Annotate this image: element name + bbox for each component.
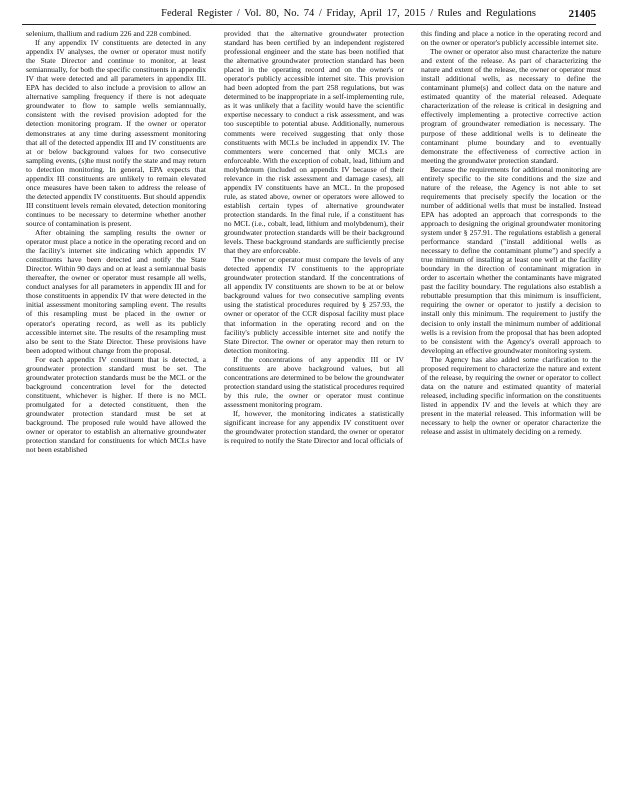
header-rule bbox=[22, 24, 596, 25]
text-column-3 bbox=[421, 29, 601, 436]
text-column-1 bbox=[26, 29, 206, 454]
paragraph: For each appendix IV constituent that is detected, a groundwater protection standard must be set. The groundwater protection standards must be the MCL or the background concentration level for the detected constituent, whichever is higher. If there is no MCL promulgated for a detected constituent, then the groundwater protection standard must be set at background. The proposed rule would have allowed the owner or operator to establish an alternative groundwater protection standard for constituents for which MCLs have not been established bbox=[26, 354, 206, 455]
paragraph: Because the requirements for additional monitoring are entirely specific to the site conditions and the size and nature of the release, the Agency is not able to set requirements that precisely specify the location or the number of additional wells that must be installed. Instead EPA has adopted an approach that corresponds to the approach to designing the original groundwater monitoring system under § 257.91. The regulations establish a general performance standard ("install additional wells as necessary to define the contaminant plume") and specify a true minimum of installing at least one well at the facility boundary in the direction of contaminant migration in order to ascertain whether the contaminants have migrated past the facility boundary. The regulations also establish a rebuttable presumption that this minimum is insufficient, requiring the owner or operator to justify a decision to install only this minimum. The requirement to justify the decision to only install the minimum number of additional wells is a revision from the proposal that has been adopted to be consistent with the Agency's overall approach to developing an effective groundwater monitoring system. bbox=[421, 164, 601, 355]
paragraph: The owner or operator must compare the levels of any detected appendix IV constituents to the appropriate groundwater protection standard. If the concentrations of all appendix IV constituents are shown to be at or below background values for two consecutive sampling events using the statistical procedures required by § 257.93, the owner or operator of the CCR disposal facility must place that information in the operating record and on the facility's publicly accessible internet site and notify the State Director. The owner or operator may then return to detection monitoring. bbox=[224, 255, 404, 355]
paragraph: selenium, thallium and radium 226 and 228 combined. bbox=[26, 29, 191, 38]
running-header-title: Federal Register / Vol. 80, No. 74 / Friday, April 17, 2015 / Rules and Regulations bbox=[161, 8, 536, 19]
page-header bbox=[22, 6, 596, 22]
paragraph: The owner or operator also must characterize the nature and extent of the release. As part of characterizing the nature and extent of the release, the owner or operator must install additional wells, as necessary to define the contaminant plume(s) and collect data on the nature and estimated quantity of the material released. Adequate characterization of the release is critical in designing and effectively implementing a protective corrective action program of groundwater remediation is necessary. The purpose of these additional wells is to delineate the contaminant plume boundary and to eventually demonstrate the effectiveness of corrective action in meeting the groundwater protection standard. bbox=[421, 47, 601, 165]
text-column-2 bbox=[224, 29, 404, 445]
paragraph: provided that the alternative groundwater protection standard has been certified by an independent registered professional engineer and the state has been notified that the alternative groundwater protection standard has been placed in the operating record and on the owner's or operator's publicly accessible internet site. This provision had been adopted from the part 258 regulations, but was determined to be inappropriate in a self-implementing rule, as it was unlikely that a facility would have the scientific expertise necessary to conduct a risk assessment, and was too susceptible to potential abuse. Additionally, numerous comments were received suggesting that only those constituents with MCLs be included in appendix IV. The commenters were concerned that only MCLs are enforceable. With the exception of cobalt, lead, lithium and molybdenum (included on appendix IV because of their relevance in the risk assessment and damage cases), all appendix IV constituents have an MCL. In the proposed rule, as stated above, owner or operators were allowed to establish certain types of alternative groundwater protection standards. In the final rule, if a constituent has no MCL (i.e., cobalt, lead, lithium and molybdenum), their groundwater protection standards will be their background levels. These background standards are sufficiently precise that they are enforceable. bbox=[224, 29, 404, 256]
paragraph: After obtaining the sampling results the owner or operator must place a notice in the operating record and on the facility's internet site indicating which appendix IV constituents have been detected and notify the State Director. Within 90 days and on at least a semiannual basis thereafter, the owner or operator must resample all wells, conduct analyses for all parameters in appendix III and for those constituents in appendix IV that were detected in the initial assessment monitoring sampling event. The results of this resampling must be placed in the owner or operator's operating record, as well as its publicly accessible internet site. The results of the resampling must also be sent to the State Director. These provisions have been adopted without change from the proposal. bbox=[26, 228, 206, 355]
paragraph: this finding and place a notice in the operating record and on the owner or operator's publicly accessible internet site. bbox=[421, 29, 601, 48]
paragraph: If the concentrations of any appendix III or IV constituents are above background values, but all concentrations are determined to be below the groundwater protection standard using the statistical procedures required by this rule, the owner or operator must continue assessment monitoring program. bbox=[224, 354, 404, 409]
page-number: 21405 bbox=[568, 8, 596, 20]
paragraph: If any appendix IV constituents are detected in any appendix IV analyses, the owner or operator must notify the State Director and continue to monitor, at least semiannually, for both the specific constituents in appendix IV that were detected and all parameters in appendix III. EPA has decided to also include a provision to allow an alternative sampling frequency if there is not adequate groundwater to flow to sample wells semiannually, consistent with the revised provision adopted for the detection monitoring program. If the owner or operator demonstrates at any time during assessment monitoring that all of the detected appendix III and IV constituents are at or below background values for two consecutive sampling events, (s)he must notify the state and may return to detection monitoring. In general, EPA expects that appendix III constituents are unlikely to remain elevated once measures have been taken to address the release of the detected appendix IV constituents. But should appendix III constituent levels remain elevated, detection monitoring continues to be necessary to determine whether another source of contamination is present. bbox=[26, 38, 206, 228]
paragraph: If, however, the monitoring indicates a statistically significant increase for any appendix IV constituent over the groundwater protection standard, the owner or operator is required to notify the State Director and local officials of bbox=[224, 408, 404, 446]
paragraph: The Agency has also added some clarification to the proposed requirement to characterize the nature and extent of the release, by requiring the owner or operator to collect data on the nature and estimated quantity of material released, including specific information on the constituents listed in appendix IV and the levels at which they are present in the material released. This information will be necessary to help the owner or operator characterize the release and assist in ultimately deciding on a remedy. bbox=[421, 354, 601, 437]
